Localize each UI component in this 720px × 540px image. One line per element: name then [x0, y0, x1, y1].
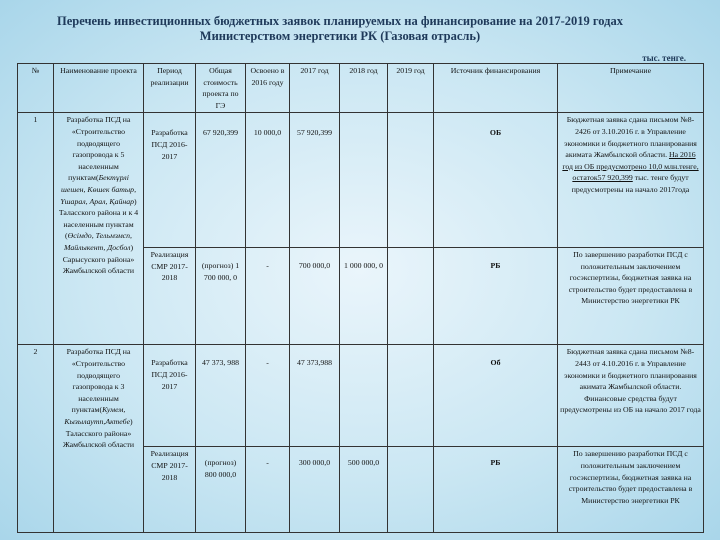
y2019-cell: [388, 345, 434, 447]
period-cell: Реализация СМР 2017-2018: [144, 247, 196, 345]
y2019-cell: [388, 247, 434, 345]
header-2019: 2019 год: [388, 64, 434, 113]
row-number: 1: [18, 113, 54, 345]
project-name: Разработка ПСД на «Строительство подводящего газопровода к 3 населенным пунктам(Кумем, Кызылаутп,Актебе) Таласского района» Жамбылской области: [54, 345, 144, 533]
unit-note: тыс. тенге.: [642, 53, 686, 63]
header-period: Период реализации: [144, 64, 196, 113]
source-cell: РБ: [434, 447, 558, 533]
budget-table-container: [17, 63, 703, 533]
y2019-cell: [388, 113, 434, 248]
y2018-cell: 1 000 000, 0: [340, 247, 388, 345]
y2017-cell: 700 000,0: [290, 247, 340, 345]
period-cell: Разработка ПСД 2016-2017: [144, 345, 196, 447]
header-note: Примечание: [558, 64, 704, 113]
header-num: №: [18, 64, 54, 113]
cost-cell: (прогноз) 1 700 000, 0: [196, 247, 246, 345]
y2018-cell: [340, 345, 388, 447]
y2018-cell: [340, 113, 388, 248]
y2019-cell: [388, 447, 434, 533]
source-cell: ОБ: [434, 113, 558, 248]
period-cell: Разработка ПСД 2016-2017: [144, 113, 196, 248]
y2018-cell: 500 000,0: [340, 447, 388, 533]
y2017-cell: 47 373,988: [290, 345, 340, 447]
row-number: 2: [18, 345, 54, 533]
header-source: Источник финансирования: [434, 64, 558, 113]
y2017-cell: 300 000,0: [290, 447, 340, 533]
spent-cell: -: [246, 447, 290, 533]
note-cell: По завершению разработки ПСД с положительным заключением госэкспертизы, бюджетная заявка на строительство будет предоставлена в Министерство энергетики РК: [558, 447, 704, 533]
table-row: [18, 345, 704, 447]
cost-cell: 67 920,399: [196, 113, 246, 248]
header-cost: Общая стоимость проекта по ГЭ: [196, 64, 246, 113]
source-cell: РБ: [434, 247, 558, 345]
cost-cell: (прогноз) 800 000,0: [196, 447, 246, 533]
note-cell: Бюджетная заявка сдана письмом №8-2443 от 4.10.2016 г. в Управление экономики и бюджетного планирования акимата Жамбылской области. Финансовые средства будут предусмотрены из ОБ на начало 2017 года: [558, 345, 704, 447]
y2017-cell: 57 920,399: [290, 113, 340, 248]
spent-cell: -: [246, 345, 290, 447]
spent-cell: 10 000,0: [246, 113, 290, 248]
budget-table: [17, 63, 704, 533]
header-name: Наименование проекта: [54, 64, 144, 113]
table-row: [18, 113, 704, 248]
project-name: Разработка ПСД на «Строительство подводящего газопровода к 5 населенным пунктам(Бектұрлі шешен, Көшек батыр, Үшарал, Арал, Қайнар) Таласского района и к 4 населенным пунктам (Өсімдо, Тельмзмсп, Майлыкент, Досбол) Сарысуского района» Жамбылской области: [54, 113, 144, 345]
header-2017: 2017 год: [290, 64, 340, 113]
period-cell: Реализация СМР 2017-2018: [144, 447, 196, 533]
header-spent: Освоено в 2016 году: [246, 64, 290, 113]
spent-cell: -: [246, 247, 290, 345]
header-2018: 2018 год: [340, 64, 388, 113]
cost-cell: 47 373, 988: [196, 345, 246, 447]
source-cell: Об: [434, 345, 558, 447]
note-cell: Бюджетная заявка сдана письмом №8-2426 от 3.10.2016 г. в Управление экономики и бюджетного планирования акимата Жамбылской области. На 2016 год из ОБ предусмотрено 10,0 млн.тенге, остаток57 920,399 тыс. тенге будут предусмотрены на начало 2017года: [558, 113, 704, 248]
header-row: [18, 64, 704, 113]
page-title: Перечень инвестиционных бюджетных заявок планируемых на финансирование на 2017-2019 годах Министерством энергетики РК (Газовая отрасль): [56, 14, 623, 43]
note-cell: По завершению разработки ПСД с положительным заключением госэкспертизы, бюджетная заявка на строительство будет предоставлена в Министерство энергетики РК: [558, 247, 704, 345]
